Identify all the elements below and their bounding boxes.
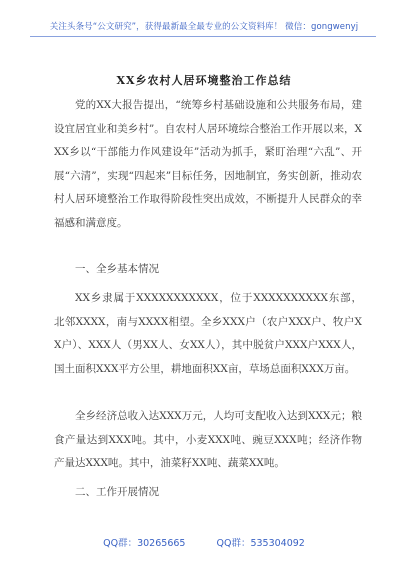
basic-info-paragraph: XX乡隶属于XXXXXXXXXXX，位于XXXXXXXXXX东部，北邻XXXX，南与XXXX相望。全乡XXX户（农户XXX户、牧户XX户）、XXX人（男XX人、女XX人），其中脱贫户XXX户XXX人，国土面积XXX平方公里，耕地面积XX亩，草场总面积XXX万亩。	[54, 292, 362, 375]
header-divider	[30, 36, 376, 37]
document-title: XX乡农村人居环境整治工作总结	[116, 74, 292, 87]
section-heading-basic-info: 一、全乡基本情况	[75, 263, 159, 275]
header-banner: 关注头条号“公文研究”，获得最新最全最专业的公文资料库！ 微信：gongwenyj	[49, 22, 359, 32]
intro-paragraph: 党的XX大报告提出，“统筹乡村基础设施和公共服务布局，建设宜居宜业和美乡村”。自农村人居环境综合整治工作开展以来，XXX乡以“干部能力作风建设年”活动为抓手，紧盯治理“六乱”、开展“六清”，实现“四起来”目标任务，因地制宜，务实创新，推动农村人居环境整治工作取得阶段性突出成效，不断提升人民群众的幸福感和满意度。	[54, 99, 362, 229]
section-heading-work-progress: 二、工作开展情况	[75, 486, 159, 498]
footer-qq-group-2: QQ群：535304092	[216, 538, 305, 549]
footer-qq-group-1: QQ群：30265665	[103, 538, 186, 549]
economy-paragraph: 全乡经济总收入达XXX万元，人均可支配收入达到XXX元；粮食产量达到XXX吨。其中，小麦XXX吨、豌豆XXX吨；经济作物产量达XXX吨。其中，油菜籽XX吨、蔬菜XX吨。	[54, 410, 362, 469]
footer-contacts	[0, 535, 408, 549]
